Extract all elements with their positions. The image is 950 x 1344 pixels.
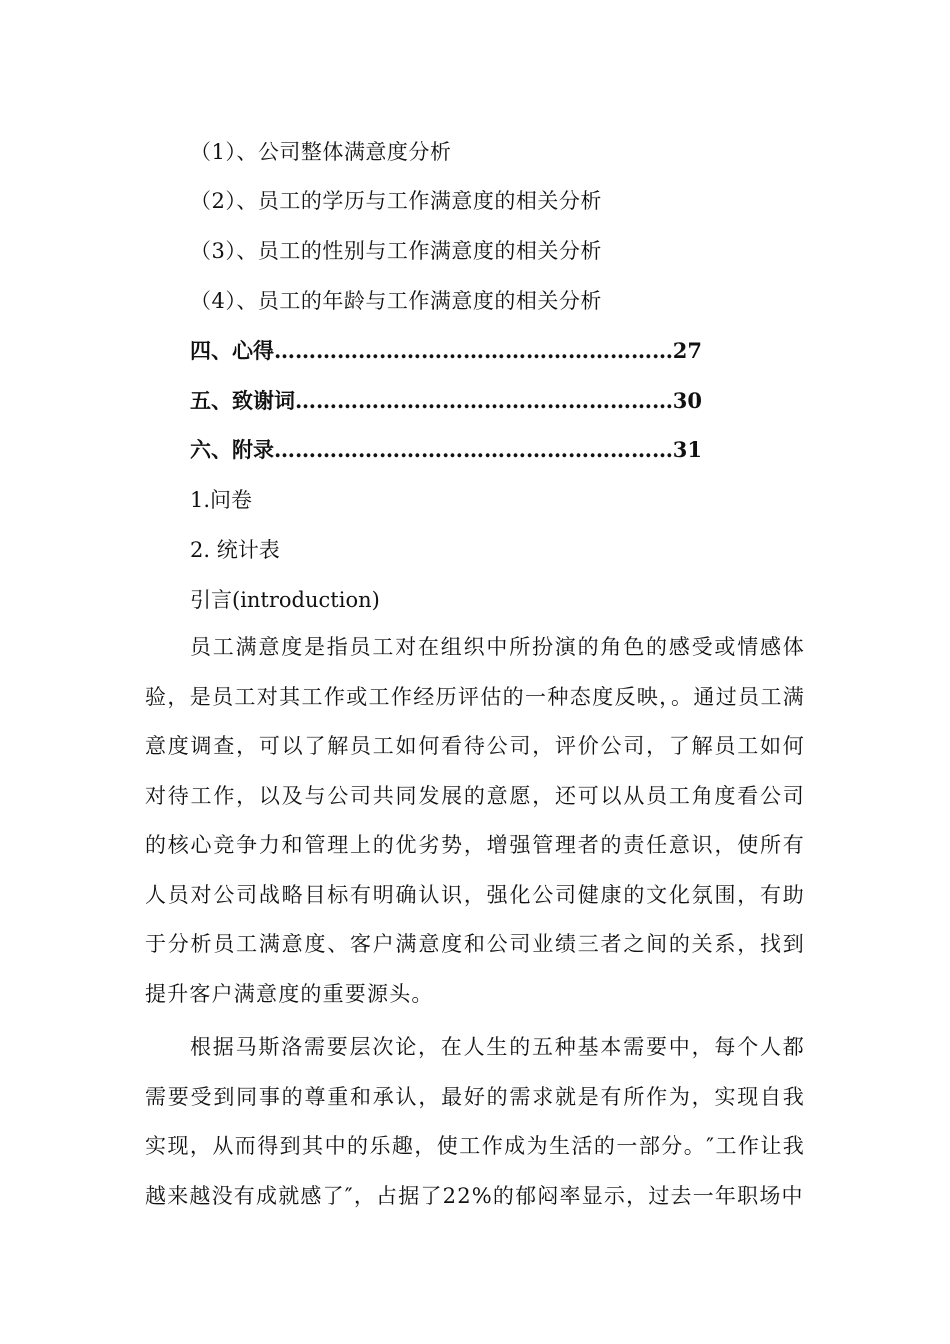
- toc-entry-title: 六、附录: [190, 437, 274, 462]
- toc-entry-appendix: [190, 435, 702, 465]
- toc-entry-acknowledgements: [190, 386, 702, 416]
- toc-entry-title: 五、致谢词: [190, 388, 295, 413]
- toc-entry-title: 四、心得: [190, 338, 274, 363]
- appendix-item-statistics: 2. 统计表: [190, 538, 280, 562]
- toc-page-number: 27: [672, 338, 702, 363]
- intro-paragraph-1: 员工满意度是指员工对在组织中所扮演的角色的感受或情感体验，是员工对其工作或工作经历评估的一种态度反映，。通过员工满意度调查，可以了解员工如何看待公司，评价公司，了解员工如何对待工作，以及与公司共同发展的意愿，还可以从员工角度看公司的核心竞争力和管理上的优劣势，增强管理者的责任意识，使所有人员对公司战略目标有明确认识，强化公司健康的文化氛围，有助于分析员工满意度、客户满意度和公司业绩三者之间的关系，找到提升客户满意度的重要源头。: [145, 635, 805, 1006]
- toc-subsection-2: （2）、员工的学历与工作满意度的相关分析: [190, 189, 602, 213]
- toc-entry-reflections: [190, 336, 702, 366]
- toc-page-number: 31: [672, 437, 702, 462]
- toc-subsection-4: （4）、员工的年龄与工作满意度的相关分析: [190, 289, 602, 313]
- toc-subsection-3: （3）、员工的性别与工作满意度的相关分析: [190, 239, 602, 263]
- intro-paragraph-2: 根据马斯洛需要层次论，在人生的五种基本需要中，每个人都需要受到同事的尊重和承认，最好的需求就是有所作为，实现自我实现，从而得到其中的乐趣，使工作成为生活的一部分。″工作让我越来越没有成就感了″，占据了22%的郁闷率显示，过去一年职场中: [145, 1035, 805, 1208]
- toc-subsection-1: （1）、公司整体满意度分析: [190, 140, 452, 164]
- toc-leader-dots: [274, 336, 673, 366]
- toc-page-number: 30: [672, 388, 702, 413]
- intro-heading: 引言(introduction): [190, 588, 380, 612]
- toc-leader-dots: [274, 435, 673, 465]
- toc-leader-dots: [295, 386, 673, 416]
- appendix-item-questionnaire: 1.问卷: [190, 488, 253, 512]
